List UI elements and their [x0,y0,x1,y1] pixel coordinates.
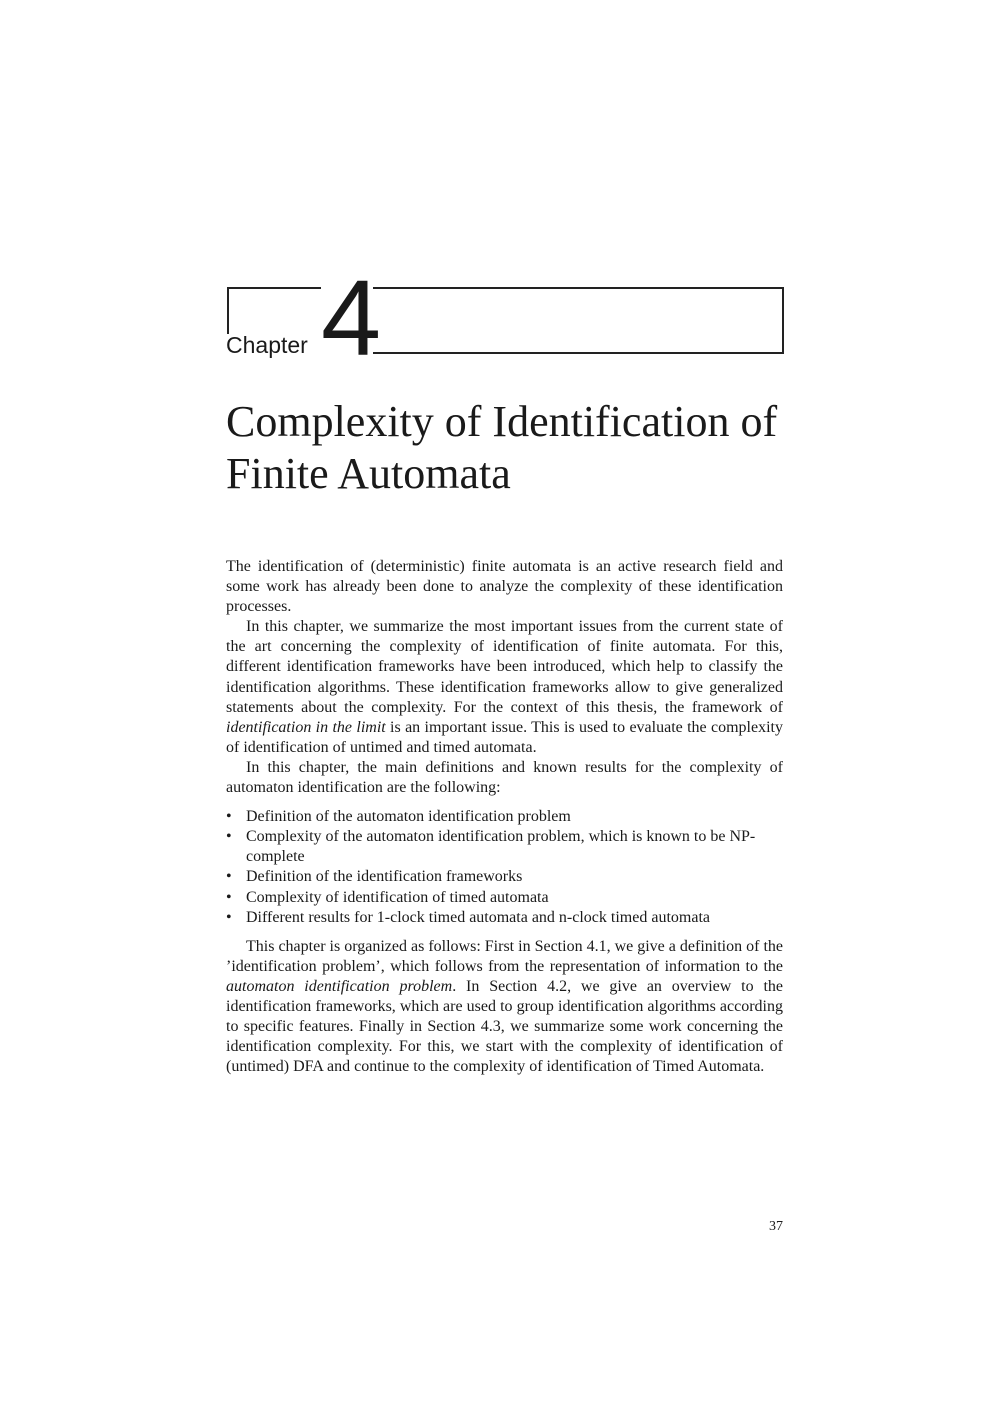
list-item: • Definition of the identification frameworks [226,867,783,887]
page-number: 37 [769,1219,783,1234]
list-item: • Complexity of identification of timed automata [226,888,783,908]
chapter-frame-right [373,287,784,354]
chapter-title [226,396,826,500]
paragraph-4-text-b: . In Section 4.2, we give an overview to the identification frameworks, which are used to group identification algorithms according to specific features. Finally in Section 4.3, we summarize some work concerning the identification complexity. For this, we start with the complexity of identification of (untimed) DFA and continue to the complexity of identification of Timed Automata. [226,977,783,1076]
paragraph-2-text-b: is an important issue. This is used to evaluate the complexity of identification of untimed and timed automata. [226,718,783,756]
chapter-title-line-2: Finite Automata [226,449,511,498]
list-item: • Complexity of the automaton identification problem, which is known to be NP-complete [226,827,783,867]
paragraph-2-emphasis: identification in the limit [226,718,386,736]
paragraph-4-emphasis: automaton identification problem [226,977,453,995]
chapter-frame-left [227,287,321,334]
paragraph-4-text-a: This chapter is organized as follows: First in Section 4.1, we give a definition of the ’identification problem’, which follows from the representation of information to the [226,937,783,975]
results-list [226,807,783,928]
chapter-number: 4 [321,257,382,378]
paragraph-4 [226,937,783,1078]
chapter-body [226,557,783,1077]
paragraph-2 [226,617,783,758]
list-item: • Definition of the automaton identification problem [226,807,783,827]
chapter-title-line-1: Complexity of Identification of [226,397,778,446]
paragraph-1: The identification of (deterministic) finite automata is an active research field and some work has already been done to analyze the complexity of these identification processes. [226,558,783,616]
chapter-label: Chapter [226,332,308,358]
list-item: • Different results for 1-clock timed automata and n-clock timed automata [226,908,783,928]
paragraph-2-text-a: In this chapter, we summarize the most important issues from the current state of the art concerning the complexity of identification of finite automata. For this, different identification frameworks have been introduced, which help to classify the identification algorithms. These identification frameworks allow to give generalized statements about the complexity. For the context of this thesis, the framework of [226,618,783,716]
paragraph-3: In this chapter, the main definitions and known results for the complexity of automaton identification are the following: [226,758,783,797]
